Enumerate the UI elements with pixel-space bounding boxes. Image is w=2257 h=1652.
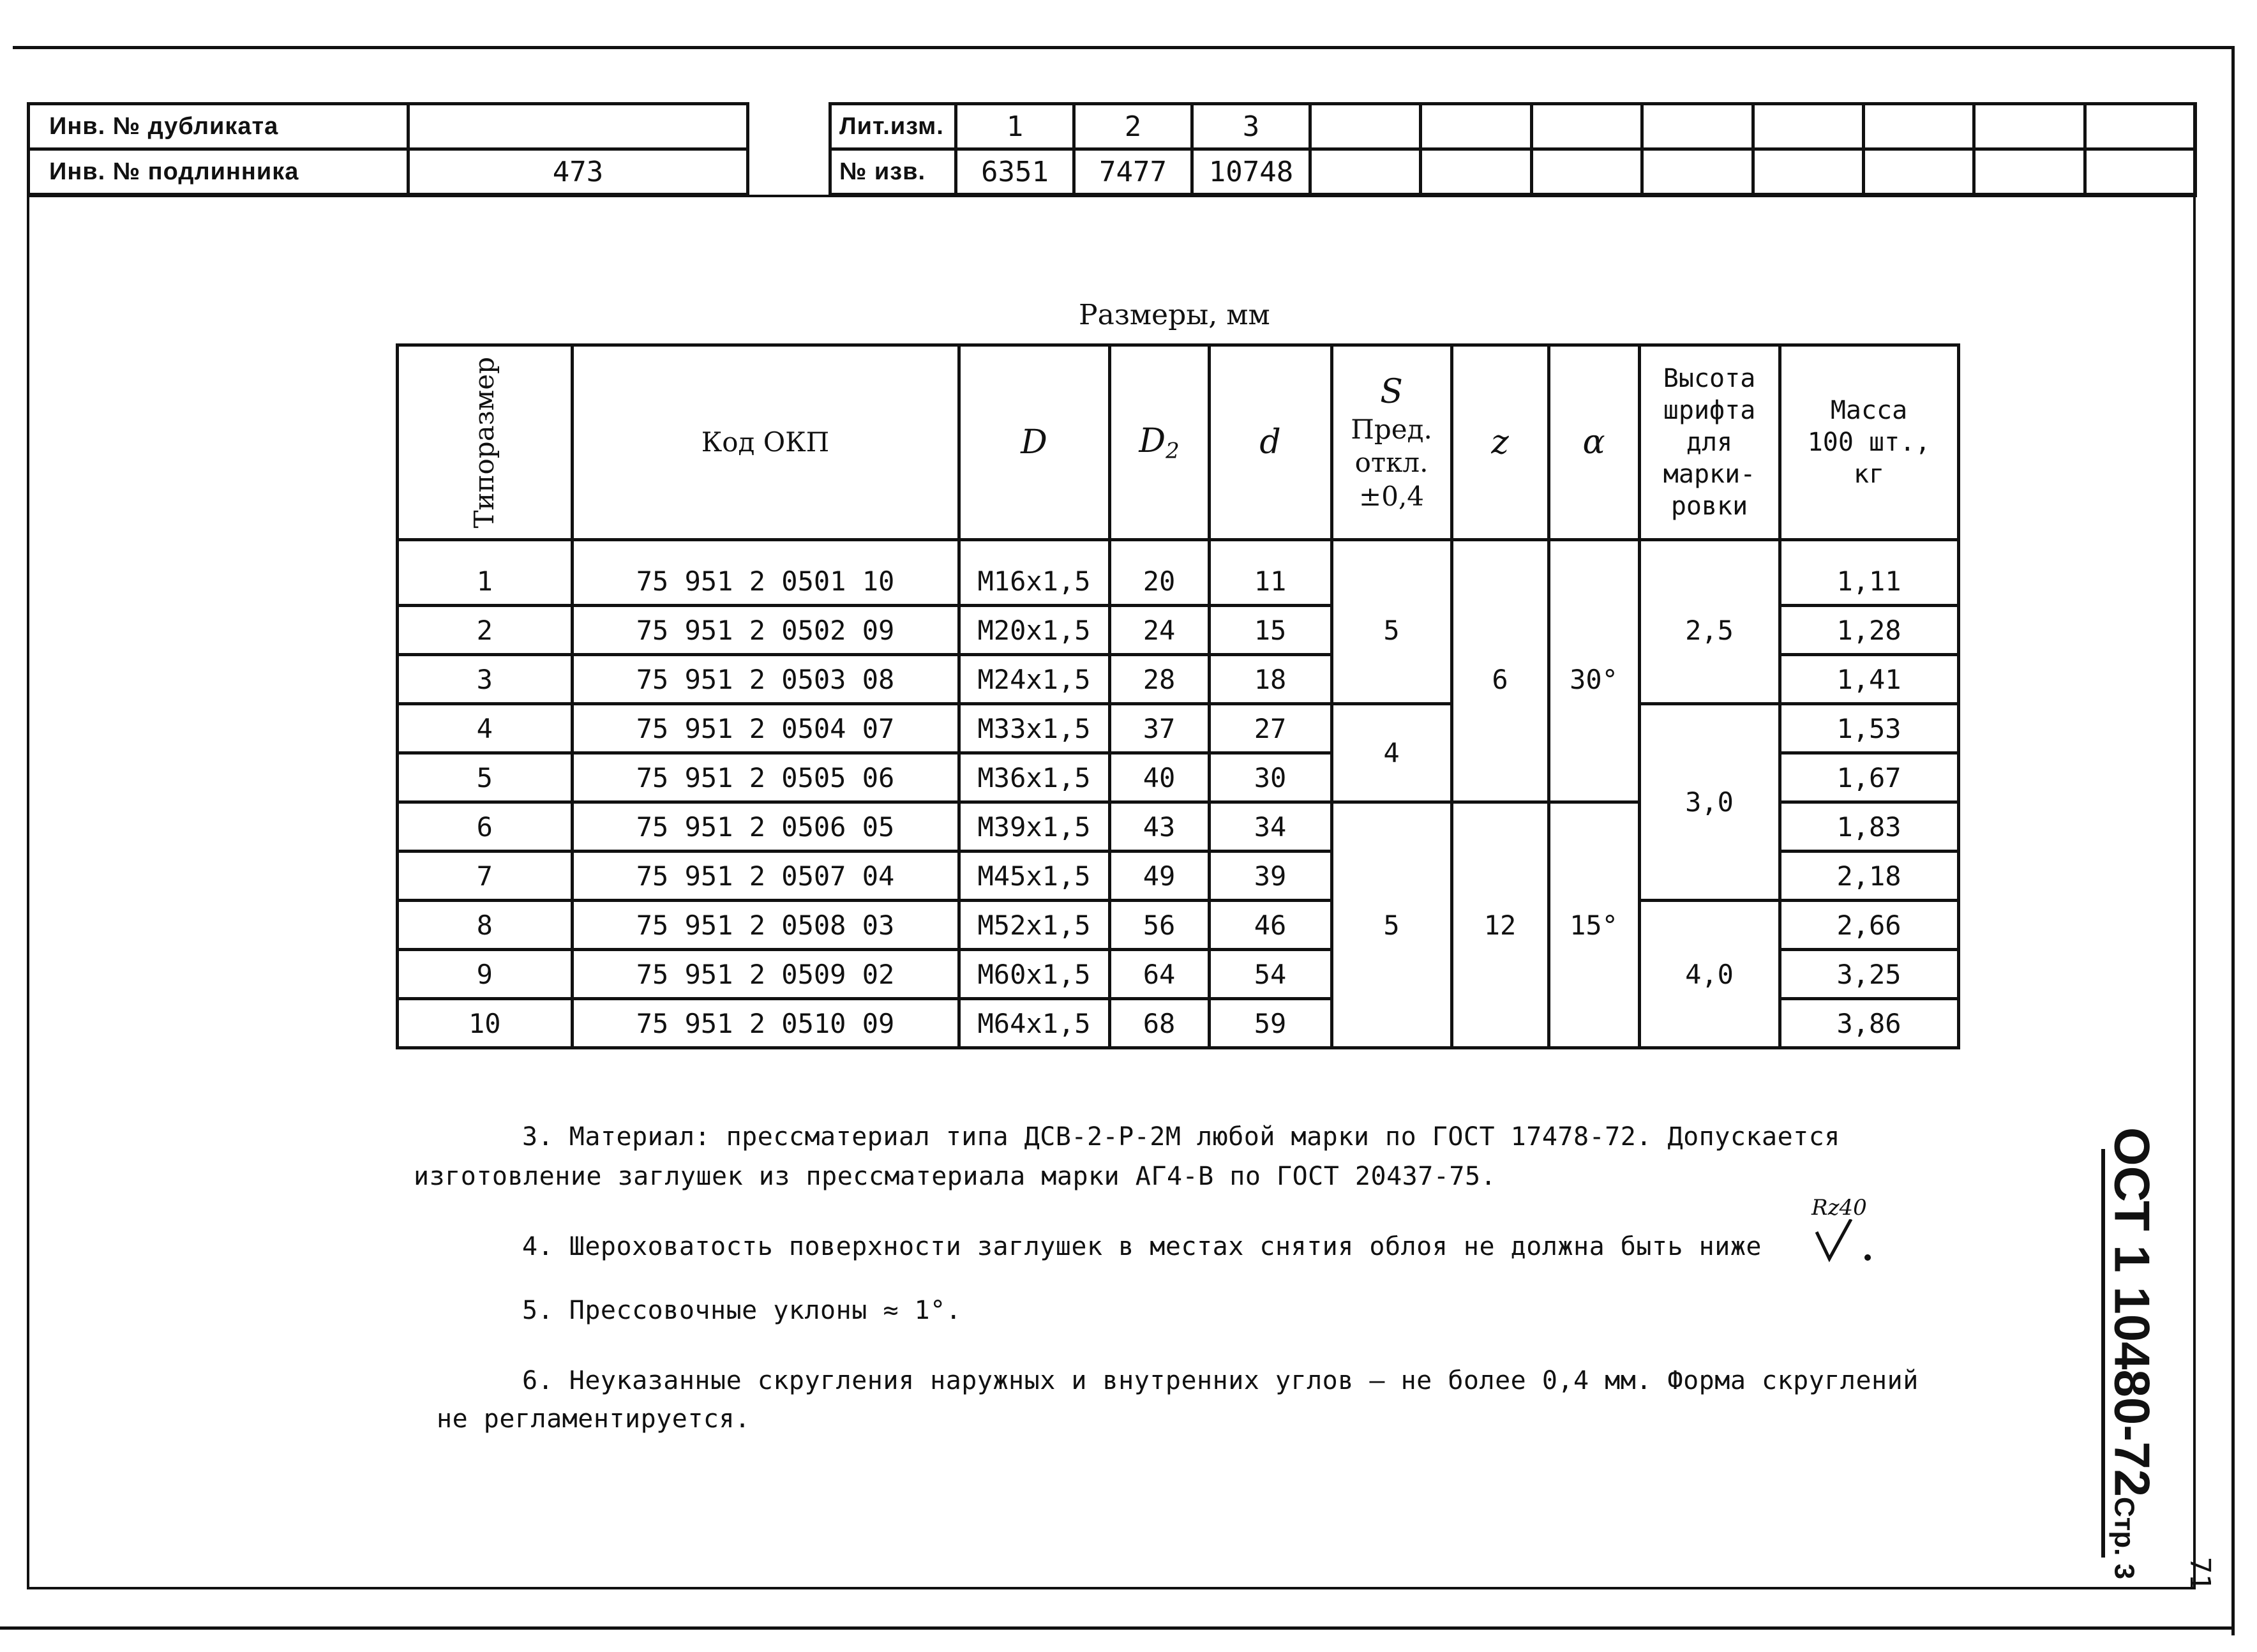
- stamp-revision-label: Лит.изм.: [830, 104, 956, 149]
- stamp-notice-4: [1310, 149, 1421, 195]
- stamp-original-value: 473: [409, 149, 748, 195]
- header-mass-3: кг: [1853, 460, 1885, 489]
- cell-D2: 64: [1109, 950, 1209, 999]
- header-mass-1: Масса: [1830, 396, 1908, 425]
- header-typesize-text: Типоразмер: [469, 356, 500, 529]
- header-z-text: z: [1491, 423, 1509, 462]
- roughness-label: Rz40: [1811, 1195, 1867, 1220]
- cell-d: 18: [1209, 655, 1331, 704]
- cell-alpha-group-a: 30°: [1548, 540, 1639, 802]
- cell-n: 3: [398, 655, 573, 704]
- cell-d: 27: [1209, 704, 1331, 753]
- cell-mass: 3,25: [1780, 950, 1958, 999]
- dimensions-table: [396, 343, 1960, 1049]
- cell-mass: 1,28: [1780, 606, 1958, 655]
- cell-D: M24x1,5: [959, 655, 1109, 704]
- header-okp: Код ОКП: [572, 345, 959, 540]
- stamp-revision-10: [1974, 104, 2085, 149]
- cell-D: M20x1,5: [959, 606, 1109, 655]
- cell-D2: 24: [1109, 606, 1209, 655]
- header-d: [1209, 345, 1331, 540]
- frame-top-line: [13, 46, 2234, 49]
- header-font-height-4: марки-: [1663, 460, 1756, 489]
- cell-d: 30: [1209, 753, 1331, 802]
- header-D-text: D: [1021, 423, 1047, 462]
- stamp-revision-2: 2: [1074, 104, 1192, 149]
- stamp-revision-7: [1642, 104, 1753, 149]
- standard-number: ОСТ 1 10480-72: [2104, 1127, 2161, 1497]
- inner-frame-left-line: [27, 102, 29, 1589]
- duplicate-stamp-table: [27, 102, 749, 196]
- side-stamp-rule: [2101, 1149, 2105, 1558]
- cell-d: 59: [1209, 999, 1331, 1048]
- cell-S-group-a: 5: [1331, 540, 1451, 704]
- header-typesize: [398, 345, 573, 540]
- header-mass-2: 100 шт.,: [1807, 428, 1931, 457]
- cell-mass: 2,66: [1780, 901, 1958, 950]
- note-6-line-2: не регламентируется.: [437, 1404, 751, 1434]
- cell-okp: 75 951 2 0506 05: [572, 802, 959, 852]
- cell-n: 9: [398, 950, 573, 999]
- note-3-line-1: 3. Материал: прессматериал типа ДСВ-2-Р-2М любой марки по ГОСТ 17478-72. Допускается: [522, 1122, 1840, 1152]
- header-font-height-3: для: [1686, 428, 1733, 457]
- stamp-duplicate-label: Инв. № дубликата: [29, 104, 409, 149]
- cell-d: 54: [1209, 950, 1331, 999]
- stamp-revision-9: [1863, 104, 1974, 149]
- cell-okp: 75 951 2 0502 09: [572, 606, 959, 655]
- note-5: 5. Прессовочные уклоны ≈ 1°.: [522, 1296, 962, 1325]
- frame-bottom-line: [0, 1626, 2234, 1630]
- stamp-notice-9: [1863, 149, 1974, 195]
- cell-mass: 1,41: [1780, 655, 1958, 704]
- standard-number-block: [2103, 1127, 2161, 1579]
- note-6-line-1: 6. Неуказанные скругления наружных и внутренних углов – не более 0,4 мм. Форма скруглений: [522, 1366, 1919, 1395]
- cell-D: M45x1,5: [959, 852, 1109, 901]
- cell-n: 6: [398, 802, 573, 852]
- standard-side-stamp: [2100, 1127, 2164, 1580]
- cell-mass: 1,67: [1780, 753, 1958, 802]
- cell-okp: 75 951 2 0505 06: [572, 753, 959, 802]
- stamp-revision-5: [1421, 104, 1531, 149]
- stamp-revision-8: [1753, 104, 1863, 149]
- stamp-notice-6: [1531, 149, 1642, 195]
- cell-okp: 75 951 2 0508 03: [572, 901, 959, 950]
- table-row: [398, 704, 1959, 753]
- stamp-notice-11: [2085, 149, 2195, 195]
- cell-n: 10: [398, 999, 573, 1048]
- cell-D: M52x1,5: [959, 901, 1109, 950]
- inner-frame-bottom-line: [27, 1587, 2196, 1589]
- stamp-notice-10: [1974, 149, 2085, 195]
- header-S-sub1: Пред.: [1351, 413, 1432, 445]
- header-S-sub2: откл.: [1354, 447, 1428, 479]
- header-D2: [1109, 345, 1209, 540]
- cell-D: M64x1,5: [959, 999, 1109, 1048]
- stamp-revision-11: [2085, 104, 2195, 149]
- cell-d: 15: [1209, 606, 1331, 655]
- cell-mass: 1,11: [1780, 540, 1958, 606]
- cell-z-group-b: 12: [1451, 802, 1548, 1048]
- cell-S-group-c: 5: [1331, 802, 1451, 1048]
- standard-page-label: Стр. 3: [2108, 1496, 2140, 1580]
- header-font-height: [1639, 345, 1780, 540]
- cell-okp: 75 951 2 0503 08: [572, 655, 959, 704]
- cell-D2: 40: [1109, 753, 1209, 802]
- stamp-notice-8: [1753, 149, 1863, 195]
- header-d-text: d: [1259, 423, 1281, 462]
- cell-okp: 75 951 2 0504 07: [572, 704, 959, 753]
- cell-n: 1: [398, 540, 573, 606]
- stamp-revision-3: 3: [1192, 104, 1310, 149]
- stamp-notice-1: 6351: [956, 149, 1074, 195]
- cell-D2: 28: [1109, 655, 1209, 704]
- cell-S-group-b: 4: [1331, 704, 1451, 802]
- cell-D: M33x1,5: [959, 704, 1109, 753]
- cell-D2: 68: [1109, 999, 1209, 1048]
- cell-D: M60x1,5: [959, 950, 1109, 999]
- cell-d: 34: [1209, 802, 1331, 852]
- cell-okp: 75 951 2 0507 04: [572, 852, 959, 901]
- header-S-text: S: [1380, 372, 1403, 411]
- header-mass: [1780, 345, 1958, 540]
- cell-mass: 1,53: [1780, 704, 1958, 753]
- table-row: [398, 540, 1959, 606]
- header-alpha: [1548, 345, 1639, 540]
- stamp-revision-1: 1: [956, 104, 1074, 149]
- frame-right-line: [2231, 46, 2235, 1635]
- cell-z-group-a: 6: [1451, 540, 1548, 802]
- stamp-notice-5: [1421, 149, 1531, 195]
- cell-mass: 3,86: [1780, 999, 1958, 1048]
- sheet-number: 71: [2183, 1557, 2216, 1591]
- stamp-notice-2: 7477: [1074, 149, 1192, 195]
- note-4: 4. Шероховатость поверхности заглушек в местах снятия облоя не должна быть ниже: [522, 1232, 1762, 1261]
- header-D2-text: D: [1139, 421, 1166, 460]
- header-font-height-2: шрифта: [1663, 396, 1756, 425]
- inner-frame-right-line: [2193, 102, 2196, 1589]
- cell-n: 7: [398, 852, 573, 901]
- stamp-notice-3: 10748: [1192, 149, 1310, 195]
- cell-font-group-c: 4,0: [1639, 901, 1780, 1048]
- stamp-revision-6: [1531, 104, 1642, 149]
- stamp-revision-4: [1310, 104, 1421, 149]
- cell-n: 4: [398, 704, 573, 753]
- header-D: [959, 345, 1109, 540]
- cell-D2: 37: [1109, 704, 1209, 753]
- stamp-duplicate-value: [409, 104, 748, 149]
- cell-n: 8: [398, 901, 573, 950]
- cell-D: M16x1,5: [959, 540, 1109, 606]
- cell-okp: 75 951 2 0501 10: [572, 540, 959, 606]
- cell-D2: 49: [1109, 852, 1209, 901]
- header-S: [1331, 345, 1451, 540]
- cell-D: M39x1,5: [959, 802, 1109, 852]
- cell-D2: 43: [1109, 802, 1209, 852]
- header-S-sub3: ±0,4: [1359, 480, 1425, 512]
- stamp-notice-label: № изв.: [830, 149, 956, 195]
- note-3-line-2: изготовление заглушек из прессматериала марки АГ4-В по ГОСТ 20437-75.: [414, 1162, 1497, 1191]
- stamp-notice-7: [1642, 149, 1753, 195]
- cell-D2: 56: [1109, 901, 1209, 950]
- header-alpha-text: α: [1582, 423, 1605, 462]
- header-font-height-5: ровки: [1670, 492, 1748, 521]
- cell-n: 2: [398, 606, 573, 655]
- roughness-mark: [1811, 1195, 1888, 1265]
- table-caption: Размеры, мм: [1079, 299, 1270, 331]
- cell-d: 11: [1209, 540, 1331, 606]
- header-z: [1451, 345, 1548, 540]
- stamp-original-label: Инв. № подлинника: [29, 149, 409, 195]
- cell-D: M36x1,5: [959, 753, 1109, 802]
- cell-D2: 20: [1109, 540, 1209, 606]
- cell-d: 46: [1209, 901, 1331, 950]
- cell-okp: 75 951 2 0510 09: [572, 999, 959, 1048]
- header-D2-sub: 2: [1166, 437, 1180, 463]
- cell-font-group-b: 3,0: [1639, 704, 1780, 901]
- cell-mass: 1,83: [1780, 802, 1958, 852]
- cell-alpha-group-b: 15°: [1548, 802, 1639, 1048]
- cell-okp: 75 951 2 0509 02: [572, 950, 959, 999]
- roughness-check-icon: [1811, 1219, 1882, 1264]
- cell-font-group-a: 2,5: [1639, 540, 1780, 704]
- table-row: [398, 901, 1959, 950]
- cell-mass: 2,18: [1780, 852, 1958, 901]
- cell-n: 5: [398, 753, 573, 802]
- header-font-height-1: Высота: [1663, 364, 1756, 393]
- revision-stamp-table: [829, 102, 2197, 196]
- cell-d: 39: [1209, 852, 1331, 901]
